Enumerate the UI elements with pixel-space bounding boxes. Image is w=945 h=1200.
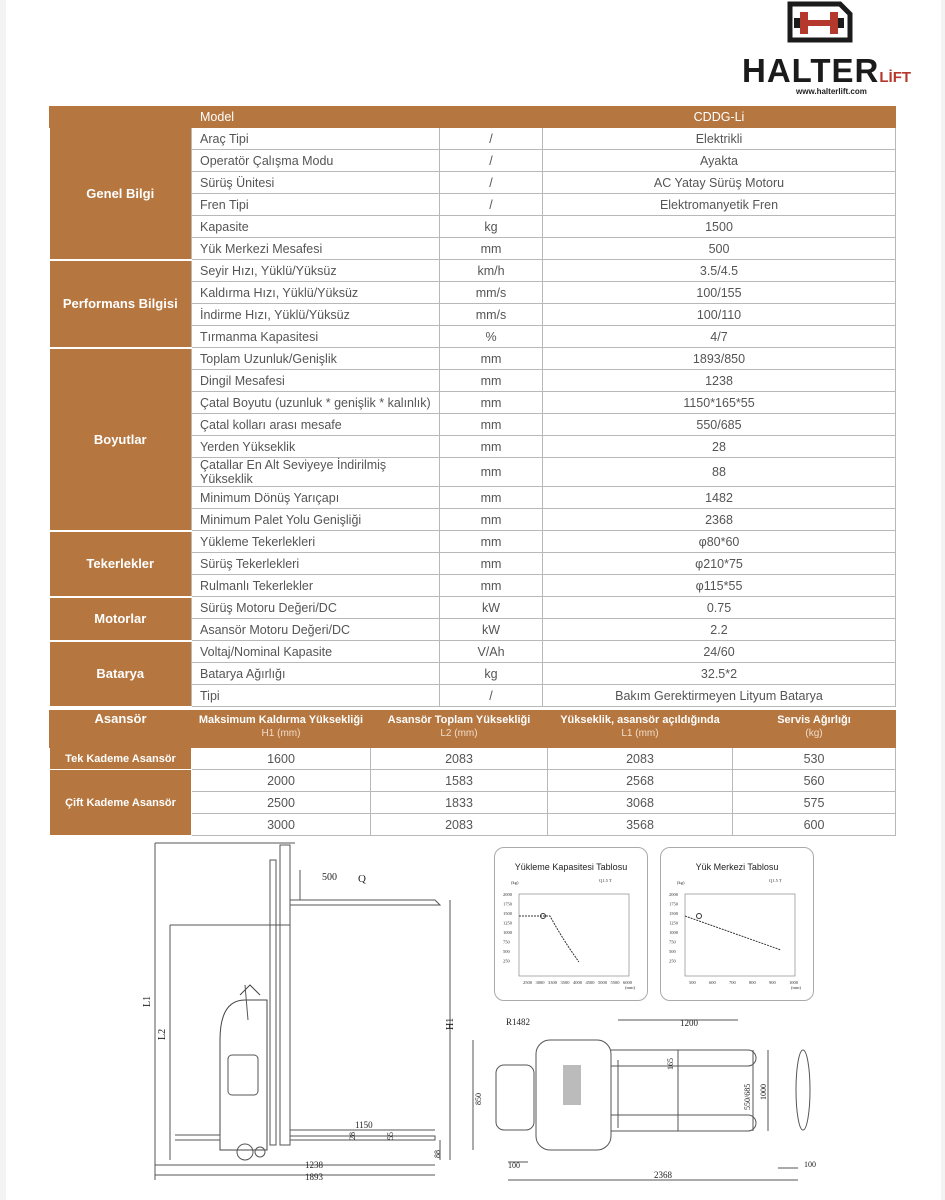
chart-x-tick: 2500	[523, 980, 532, 985]
dim-88: 88	[433, 1150, 442, 1158]
spec-value: 1238	[543, 370, 896, 392]
spec-label: Fren Tipi	[192, 194, 440, 216]
lift-col-header	[733, 711, 896, 748]
lift-col-header	[192, 711, 371, 748]
spec-value: Bakım Gerektirmeyen Lityum Batarya	[543, 685, 896, 707]
spec-value: 1893/850	[543, 348, 896, 370]
lift-row-double	[50, 770, 896, 792]
spec-row	[50, 531, 896, 553]
spec-group-label: Boyutlar	[50, 348, 192, 531]
chart-y-tick: 250	[503, 958, 510, 964]
model-row-blank	[440, 107, 543, 128]
spec-unit: mm	[440, 509, 543, 531]
spec-value: 2368	[543, 509, 896, 531]
spec-unit: /	[440, 685, 543, 707]
lift-cell: 2083	[371, 814, 548, 836]
chart-y-tick: 1500	[503, 911, 512, 916]
spec-unit: /	[440, 172, 543, 194]
chart-x-tick: 3000	[535, 980, 545, 985]
spec-unit: /	[440, 128, 543, 150]
spec-unit: kg	[440, 216, 543, 238]
spec-label: Sürüş Ünitesi	[192, 172, 440, 194]
spec-value: φ115*55	[543, 575, 896, 597]
chart-x-tick: 3500	[560, 980, 570, 985]
spec-value: 100/110	[543, 304, 896, 326]
dim-1150: 1150	[355, 1120, 373, 1130]
chart-x-tick: 6000	[623, 980, 632, 985]
page-edge-right	[941, 0, 945, 1200]
dim-850: 850	[474, 1093, 483, 1105]
dim-l2: L2	[157, 1028, 168, 1040]
spec-label: Yük Merkezi Mesafesi	[192, 238, 440, 260]
spec-value: 3.5/4.5	[543, 260, 896, 282]
spec-label: Sürüş Tekerlekleri	[192, 553, 440, 575]
spec-unit: mm	[440, 392, 543, 414]
spec-unit: mm	[440, 238, 543, 260]
dim-500: 500	[322, 872, 337, 883]
center-chart-title: Yük Merkezi Tablosu	[695, 862, 779, 872]
spec-group-label: Motorlar	[50, 597, 192, 641]
spec-label: Çatal Boyutu (uzunluk * genişlik * kalınlık)	[192, 392, 440, 414]
load-capacity-chart	[494, 847, 648, 1001]
dim-100-left: 100	[508, 1161, 520, 1170]
lift-col-title: Yükseklik, asansör açıldığında	[560, 714, 720, 726]
lift-cell: 1583	[371, 770, 548, 792]
lift-cell: 575	[733, 792, 896, 814]
top-view-drawing	[468, 1010, 818, 1190]
chart-y-tick: 500	[503, 949, 510, 954]
spec-label: Seyir Hızı, Yüklü/Yüksüz	[192, 260, 440, 282]
spec-unit: V/Ah	[440, 641, 543, 663]
spec-unit: kW	[440, 619, 543, 641]
lift-group-label: Asansör	[50, 711, 192, 748]
load-chart-plot	[495, 872, 647, 997]
chart-x-tick: 500	[689, 980, 696, 985]
lift-table-header	[50, 711, 896, 748]
lift-cell: 560	[733, 770, 896, 792]
spec-value: 1482	[543, 487, 896, 509]
dim-q: Q	[358, 873, 366, 885]
dim-r1482: R1482	[506, 1017, 531, 1027]
spec-label: Operatör Çalışma Modu	[192, 150, 440, 172]
spec-row	[50, 260, 896, 282]
spec-value: 4/7	[543, 326, 896, 348]
spec-value: 2.2	[543, 619, 896, 641]
spec-value: 32.5*2	[543, 663, 896, 685]
chart-y-tick: 1250	[503, 920, 512, 926]
lift-cell: 2568	[548, 770, 733, 792]
spec-label: Asansör Motoru Değeri/DC	[192, 619, 440, 641]
single-stage-label: Tek Kademe Asansör	[50, 748, 192, 770]
spec-value: Ayakta	[543, 150, 896, 172]
chart-x-tick: 4500	[585, 980, 595, 985]
lift-cell: 1833	[371, 792, 548, 814]
spec-value: Elektrikli	[543, 128, 896, 150]
chart-y-tick: 2000	[669, 892, 678, 897]
chart-x-tick: 5000	[598, 980, 607, 985]
lift-cell: 600	[733, 814, 896, 836]
spec-unit: mm	[440, 575, 543, 597]
chart-y-tick: 1000	[503, 930, 512, 935]
spec-row	[50, 597, 896, 619]
spec-group-label: Batarya	[50, 641, 192, 707]
spec-label: Voltaj/Nominal Kapasite	[192, 641, 440, 663]
spec-value: 500	[543, 238, 896, 260]
lift-col-title: Asansör Toplam Yüksekliği	[387, 714, 531, 726]
chart-y-tick: 750	[503, 939, 510, 945]
chart-y-tick: 1250	[669, 920, 678, 926]
spec-label: Toplam Uzunluk/Genişlik	[192, 348, 440, 370]
chart-x-tick: 700	[729, 980, 736, 985]
lift-col-title: Maksimum Kaldırma Yüksekliği	[198, 714, 364, 726]
chart-y-tick: 2000	[503, 892, 512, 897]
spec-group-label: Performans Bilgisi	[50, 260, 192, 348]
spec-unit: /	[440, 194, 543, 216]
spec-unit: mm/s	[440, 304, 543, 326]
model-value: CDDG-Li	[543, 107, 896, 128]
lift-row-single	[50, 748, 896, 770]
spec-unit: mm	[440, 370, 543, 392]
spec-unit: mm	[440, 531, 543, 553]
chart-x-tick: 900	[769, 980, 776, 985]
spec-unit: mm	[440, 414, 543, 436]
center-chart-unit-y: (kg)	[677, 880, 685, 885]
spec-row	[50, 348, 896, 370]
lift-col-header	[548, 711, 733, 748]
spec-value: 550/685	[543, 414, 896, 436]
spec-value: φ210*75	[543, 553, 896, 575]
spec-label: Çatallar En Alt Seviyeye İndirilmiş Yükseklik	[192, 458, 440, 487]
spec-label: Araç Tipi	[192, 128, 440, 150]
spec-unit: mm	[440, 458, 543, 487]
spec-unit: mm	[440, 348, 543, 370]
spec-unit: mm/s	[440, 282, 543, 304]
brand-name: HALTER	[742, 52, 880, 89]
chart-x-tick: 600	[709, 980, 716, 985]
load-chart-legend: Q1.5 T	[599, 878, 612, 883]
dim-h1: H1	[445, 1017, 456, 1030]
chart-y-tick: 1500	[669, 911, 678, 916]
model-row-blank	[50, 107, 192, 128]
chart-x-tick: 5500	[610, 980, 620, 985]
lift-cell: 2500	[192, 792, 371, 814]
spec-unit: mm	[440, 487, 543, 509]
spec-unit: mm	[440, 553, 543, 575]
load-chart-title: Yükleme Kapasitesi Tablosu	[514, 862, 628, 872]
spec-label: Minimum Dönüş Yarıçapı	[192, 487, 440, 509]
dim-550-685: 550/685	[743, 1083, 752, 1110]
chart-y-tick: 1750	[669, 901, 678, 907]
spec-group-label: Tekerlekler	[50, 531, 192, 597]
spec-label: Yükleme Tekerlekleri	[192, 531, 440, 553]
model-row	[50, 107, 896, 128]
lift-cell: 2083	[548, 748, 733, 770]
load-chart-unit-y: (kg)	[511, 880, 519, 885]
chart-y-tick: 250	[669, 958, 676, 964]
chart-x-tick: 3300	[548, 980, 557, 985]
spec-table	[49, 106, 896, 708]
double-stage-label: Çift Kademe Asansör	[50, 770, 192, 836]
spec-label: Minimum Palet Yolu Genişliği	[192, 509, 440, 531]
spec-value: 1150*165*55	[543, 392, 896, 414]
spec-label: Kaldırma Hızı, Yüklü/Yüksüz	[192, 282, 440, 304]
spec-label: Çatal kolları arası mesafe	[192, 414, 440, 436]
brand-logo-text	[742, 52, 911, 90]
lift-cell: 530	[733, 748, 896, 770]
lift-col-sub: L2 (mm)	[440, 728, 478, 739]
spec-group-label: Genel Bilgi	[50, 128, 192, 260]
dim-1238: 1238	[305, 1160, 323, 1170]
dim-1200: 1200	[680, 1018, 698, 1028]
spec-row	[50, 128, 896, 150]
spec-label: Batarya Ağırlığı	[192, 663, 440, 685]
spec-value: Elektromanyetik Fren	[543, 194, 896, 216]
load-chart-unit-x: (mm)	[625, 985, 635, 990]
dim-55: 55	[386, 1132, 395, 1140]
chart-y-tick: 1750	[503, 901, 512, 907]
brand-url: www.halterlift.com	[796, 87, 867, 96]
spec-label: Yerden Yükseklik	[192, 436, 440, 458]
lift-cell: 3568	[548, 814, 733, 836]
spec-row	[50, 641, 896, 663]
chart-x-tick: 4000	[573, 980, 582, 985]
dim-2368: 2368	[654, 1170, 672, 1180]
lift-col-sub: H1 (mm)	[261, 728, 301, 739]
spec-label: Dingil Mesafesi	[192, 370, 440, 392]
dim-28: 28	[348, 1132, 357, 1140]
lift-col-header	[371, 711, 548, 748]
dim-165: 165	[666, 1058, 675, 1070]
lift-cell: 3000	[192, 814, 371, 836]
spec-unit: %	[440, 326, 543, 348]
spec-value: 100/155	[543, 282, 896, 304]
spec-unit: km/h	[440, 260, 543, 282]
page-edge-left	[0, 0, 6, 1200]
spec-label: Tipi	[192, 685, 440, 707]
dim-100-right: 100	[804, 1160, 816, 1169]
chart-y-tick: 1000	[669, 930, 678, 935]
center-chart-plot	[661, 872, 813, 997]
spec-value: φ80*60	[543, 531, 896, 553]
chart-x-tick: 1000	[789, 980, 798, 985]
lift-cell: 2083	[371, 748, 548, 770]
lift-col-title: Servis Ağırlığı	[777, 714, 851, 726]
load-center-chart	[660, 847, 814, 1001]
spec-value: 0.75	[543, 597, 896, 619]
brand-suffix: LİFT	[879, 69, 912, 86]
spec-label: Rulmanlı Tekerlekler	[192, 575, 440, 597]
chart-y-tick: 750	[669, 939, 676, 945]
spec-value: 1500	[543, 216, 896, 238]
center-chart-legend: Q1.5 T	[769, 878, 782, 883]
spec-unit: kg	[440, 663, 543, 685]
spec-label: Kapasite	[192, 216, 440, 238]
lift-cell: 3068	[548, 792, 733, 814]
spec-unit: mm	[440, 436, 543, 458]
side-view-drawing	[142, 840, 460, 1190]
spec-value: AC Yatay Sürüş Motoru	[543, 172, 896, 194]
spec-label: Tırmanma Kapasitesi	[192, 326, 440, 348]
spec-label: Sürüş Motoru Değeri/DC	[192, 597, 440, 619]
spec-label: İndirme Hızı, Yüklü/Yüksüz	[192, 304, 440, 326]
spec-value: 24/60	[543, 641, 896, 663]
chart-x-tick: 800	[749, 980, 756, 985]
dim-1000: 1000	[759, 1084, 768, 1100]
spec-unit: kW	[440, 597, 543, 619]
dim-l1: L1	[142, 995, 153, 1007]
lift-col-sub: L1 (mm)	[621, 728, 659, 739]
lift-col-sub: (kg)	[805, 728, 823, 739]
halterlift-logo-icon	[786, 0, 854, 42]
spec-value: 28	[543, 436, 896, 458]
chart-y-tick: 500	[669, 949, 676, 954]
spec-unit: /	[440, 150, 543, 172]
spec-value: 88	[543, 458, 896, 487]
model-label: Model	[192, 107, 440, 128]
dim-1893: 1893	[305, 1172, 323, 1182]
lift-cell: 2000	[192, 770, 371, 792]
center-chart-unit-x: (mm)	[791, 985, 801, 990]
lift-table	[49, 710, 896, 836]
lift-cell: 1600	[192, 748, 371, 770]
